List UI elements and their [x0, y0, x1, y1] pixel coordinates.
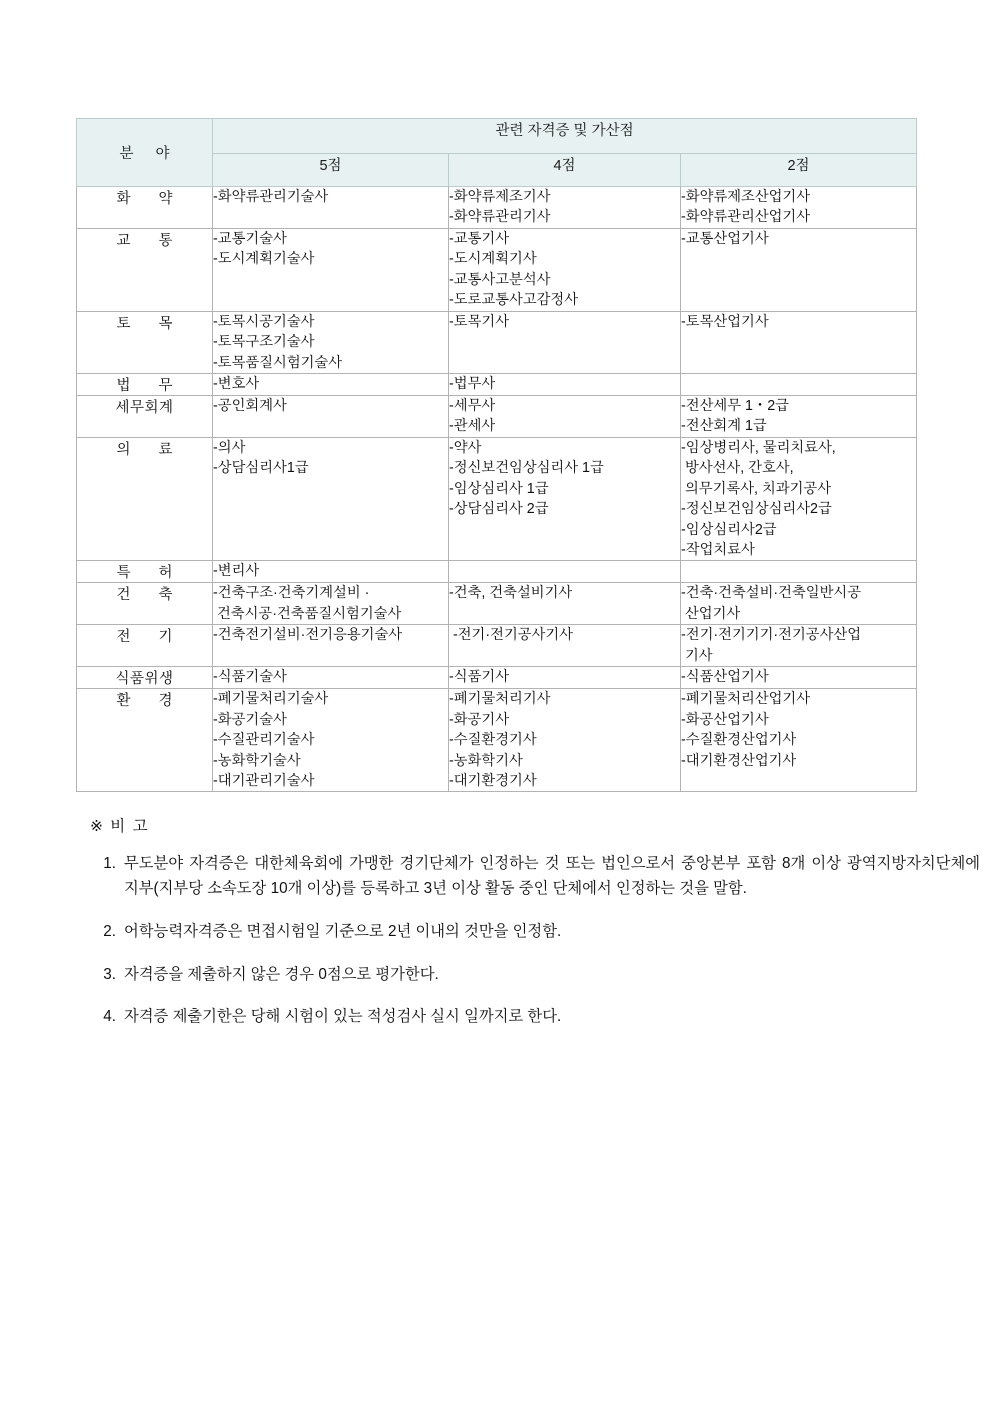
field-name-label: 토 목: [116, 315, 185, 332]
field-name-label: 환 경: [116, 693, 185, 710]
certificate-item: -전산세무 1・2급: [681, 397, 789, 414]
certificate-item: -약사: [449, 439, 482, 456]
certificate-item: -화약류제조산업기사: [681, 189, 811, 205]
table-row: [77, 583, 917, 625]
certificate-list: [213, 374, 448, 394]
table-row: [77, 689, 917, 792]
certificate-item: -화공기술사: [213, 711, 287, 728]
certificate-item: -건축·건축설비·건축일반시공: [681, 585, 862, 602]
certificate-item: 의무기록사, 치과기공사: [681, 480, 832, 497]
certificate-list-cell-5pt: [213, 583, 449, 625]
certificate-list-cell-2pt: [681, 561, 917, 583]
certificate-list: [449, 667, 680, 687]
certificate-list: [681, 689, 916, 771]
certificate-list: [449, 689, 680, 791]
certificate-list-cell-2pt: [681, 583, 917, 625]
field-name-label: 법 무: [116, 377, 185, 394]
certificate-item: -세무사: [449, 397, 496, 414]
certificate-list: [213, 229, 448, 270]
certificate-item: -수질환경산업기사: [681, 732, 797, 749]
certificate-item: -건축전기설비·전기응용기술사: [213, 627, 403, 644]
table-row: [77, 561, 917, 583]
certificate-list-cell-4pt: [449, 561, 681, 583]
table-row: [77, 187, 917, 229]
certificate-item: -식품산업기사: [681, 669, 769, 686]
certificate-item: -작업치료사: [681, 542, 755, 558]
certificate-list: [449, 396, 680, 437]
certificate-list-cell-4pt: [449, 667, 681, 689]
certificate-list-cell-4pt: [449, 437, 681, 561]
certificate-list: [213, 187, 448, 207]
field-name-label: 특 허: [116, 565, 185, 582]
certificate-list-cell-2pt: [681, 625, 917, 667]
certificate-item: -변리사: [213, 563, 260, 580]
certificate-list-cell-2pt: [681, 311, 917, 373]
certificate-list: [213, 312, 448, 373]
remarks-list: [90, 852, 980, 1030]
column-header-score-5: 5점: [213, 154, 449, 187]
certificate-list: [681, 312, 916, 332]
certificate-item: -건축구조·건축기계설비 ·: [213, 585, 370, 602]
certificate-list: [681, 187, 916, 228]
certificate-item: -화공산업기사: [681, 711, 769, 728]
certificate-item: -공인회계사: [213, 397, 287, 414]
certificate-item: -농화학기사: [449, 752, 523, 769]
certificate-list-cell-5pt: [213, 228, 449, 311]
certificate-list: [449, 625, 680, 645]
certificate-item: -전산회계 1급: [681, 418, 767, 435]
field-name-cell: [77, 667, 213, 689]
certificate-list-cell-4pt: [449, 373, 681, 395]
certificate-item: -농화학기술사: [213, 752, 301, 769]
field-name-label: 건 축: [116, 587, 185, 604]
certificate-list: [213, 561, 448, 581]
certificate-list-cell-5pt: [213, 667, 449, 689]
certificate-item: -화공기사: [449, 711, 510, 728]
certificate-list: [681, 229, 916, 249]
certificate-item: 산업기사: [681, 605, 741, 622]
certificate-item: -전기·전기기기·전기공사산업: [681, 627, 862, 644]
certification-score-table: [76, 118, 917, 792]
certificate-list: [449, 374, 680, 394]
certificate-item: -교통기사: [449, 230, 510, 247]
remark-item: [90, 852, 980, 902]
certificate-list-cell-5pt: [213, 625, 449, 667]
field-name-cell: [77, 228, 213, 311]
certificate-item: -토목산업기사: [681, 313, 769, 330]
certificate-item: 방사선사, 간호사,: [681, 460, 794, 477]
certificate-item: -식품기사: [449, 669, 510, 686]
certificate-list-cell-5pt: [213, 373, 449, 395]
certificate-list-cell-4pt: [449, 311, 681, 373]
certificate-item: 기사: [681, 647, 713, 664]
certificate-list: [681, 583, 916, 624]
field-name-label: 전 기: [116, 629, 185, 646]
remark-number: 3.: [103, 965, 116, 983]
certificate-list: [681, 438, 916, 561]
table-row: [77, 437, 917, 561]
certificate-item: -교통산업기사: [681, 230, 769, 247]
certificate-item: -화약류제조기사: [449, 189, 551, 205]
certificate-list: [213, 583, 448, 624]
table-header-row-1: [77, 119, 917, 154]
certificate-item: -토목기사: [449, 313, 510, 330]
certificate-list: [681, 667, 916, 687]
certificate-list: [213, 396, 448, 416]
certificate-item: -토목품질시험기술사: [213, 354, 343, 371]
certificate-list: [449, 187, 680, 228]
certificate-list-cell-5pt: [213, 689, 449, 792]
certificate-list: [449, 583, 680, 603]
field-name-cell: [77, 561, 213, 583]
certificate-item: -화약류관리산업기사: [681, 209, 811, 226]
certificate-item: -폐기물처리산업기사: [681, 691, 811, 708]
certificate-item: -상담심리사1급: [213, 460, 309, 477]
certificate-list-cell-2pt: [681, 667, 917, 689]
certificate-list-cell-4pt: [449, 583, 681, 625]
certificate-list: [213, 625, 448, 645]
column-header-score-4: 4점: [449, 154, 681, 187]
certificate-item: -화약류관리기사: [449, 209, 551, 226]
table-header: [77, 119, 917, 187]
certificate-list-cell-2pt: [681, 395, 917, 437]
certificate-list-cell-4pt: [449, 689, 681, 792]
certificate-list-cell-4pt: [449, 625, 681, 667]
field-name-label: 세무회계: [115, 399, 174, 416]
remark-number: 4.: [103, 1008, 116, 1026]
certificate-item: -임상심리사 1급: [449, 480, 549, 497]
certificate-item: -상담심리사 2급: [449, 501, 549, 518]
field-name-cell: [77, 187, 213, 229]
certificate-item: -임상심리사2급: [681, 521, 777, 538]
remark-text: 어학능력자격증은 면접시험일 기준으로 2년 이내의 것만을 인정함.: [124, 922, 562, 940]
certificate-list: [213, 438, 448, 479]
certificate-item: -수질관리기술사: [213, 732, 315, 749]
column-header-score-2: 2점: [681, 154, 917, 187]
certificate-item: 건축시공·건축품질시험기술사: [213, 605, 402, 622]
certificate-item: -의사: [213, 439, 246, 456]
field-name-cell: [77, 373, 213, 395]
remarks-title: ※ 비 고: [90, 818, 150, 836]
column-header-field: 분 야: [77, 119, 213, 187]
certificate-list: [449, 312, 680, 332]
certificate-list: [213, 667, 448, 687]
certificate-list-cell-2pt: [681, 187, 917, 229]
certificate-list-cell-4pt: [449, 395, 681, 437]
field-name-cell: [77, 311, 213, 373]
field-name-cell: [77, 437, 213, 561]
certificate-list-cell-5pt: [213, 437, 449, 561]
certificate-item: -도시계획기술사: [213, 251, 315, 268]
remark-item: [90, 963, 980, 988]
table-body: [77, 187, 917, 792]
field-name-cell: [77, 689, 213, 792]
remark-number: 2.: [103, 922, 116, 940]
certificate-item: -화약류관리기술사: [213, 189, 329, 205]
field-name-cell: [77, 625, 213, 667]
certificate-list: [449, 229, 680, 311]
remarks-section: [76, 814, 980, 1030]
certificate-item: -토목구조기술사: [213, 334, 315, 351]
certificate-item: -도로교통사고감정사: [449, 292, 579, 309]
certificate-list-cell-2pt: [681, 373, 917, 395]
certificate-item: -교통기술사: [213, 230, 287, 247]
certificate-item: -관세사: [449, 418, 496, 435]
table-row: [77, 311, 917, 373]
certificate-list-cell-2pt: [681, 228, 917, 311]
field-name-cell: [77, 395, 213, 437]
field-name-label: 의 료: [116, 441, 185, 458]
remark-item: [90, 920, 980, 945]
certificate-item: -대기환경기사: [449, 772, 537, 789]
remark-text: 무도분야 자격증은 대한체육회에 가맹한 경기단체가 인정하는 것 또는 법인으로서 중앙본부 포함 8개 이상 광역지방자치단체에 지부(지부당 소속도장 10개 이상)를 등록하고 3년 이상 활동 중인 단체에서 인정하는 것을 말함.: [124, 855, 980, 898]
certificate-item: -전기·전기공사기사: [449, 627, 573, 644]
table-row: [77, 228, 917, 311]
certificate-item: -토목시공기술사: [213, 313, 315, 330]
field-name-label: 화 약: [116, 191, 185, 207]
field-name-label: 교 통: [116, 232, 185, 249]
certificate-item: -임상병리사, 물리치료사,: [681, 439, 836, 456]
certificate-item: -도시계획기사: [449, 251, 537, 268]
table-row: [77, 373, 917, 395]
certificate-list: [213, 689, 448, 791]
certificate-item: -수질환경기사: [449, 732, 537, 749]
certificate-item: -폐기물처리기사: [449, 691, 551, 708]
certificate-item: -변호사: [213, 375, 260, 392]
column-header-group: 관련 자격증 및 가산점: [213, 119, 917, 154]
remark-text: 자격증을 제출하지 않은 경우 0점으로 평가한다.: [124, 965, 439, 983]
certificate-item: -폐기물처리기술사: [213, 691, 329, 708]
certificate-list-cell-5pt: [213, 311, 449, 373]
field-name-label: 식품위생: [115, 671, 174, 688]
certificate-item: -법무사: [449, 375, 496, 392]
certificate-list: [681, 625, 916, 666]
remark-text: 자격증 제출기한은 당해 시험이 있는 적성검사 실시 일까지로 한다.: [124, 1008, 562, 1026]
certificate-item: -정신보건임상심리사 1급: [449, 460, 604, 477]
certificate-list-cell-2pt: [681, 437, 917, 561]
field-name-cell: [77, 583, 213, 625]
table-row: [77, 395, 917, 437]
certificate-item: -건축, 건축설비기사: [449, 585, 573, 602]
certificate-list-cell-2pt: [681, 689, 917, 792]
table-row: [77, 625, 917, 667]
certificate-list: [449, 438, 680, 520]
certificate-list-cell-5pt: [213, 395, 449, 437]
certificate-item: -식품기술사: [213, 669, 287, 686]
certificate-item: -대기관리기술사: [213, 772, 315, 789]
certificate-list-cell-5pt: [213, 187, 449, 229]
table-row: [77, 667, 917, 689]
remark-number: 1.: [103, 855, 116, 873]
certificate-item: -대기환경산업기사: [681, 752, 797, 769]
certificate-list: [681, 396, 916, 437]
certificate-list-cell-4pt: [449, 228, 681, 311]
certificate-list-cell-5pt: [213, 561, 449, 583]
certificate-item: -교통사고분석사: [449, 271, 551, 288]
certificate-item: -정신보건임상심리사2급: [681, 501, 832, 518]
certificate-list-cell-4pt: [449, 187, 681, 229]
remark-item: [90, 1005, 980, 1030]
